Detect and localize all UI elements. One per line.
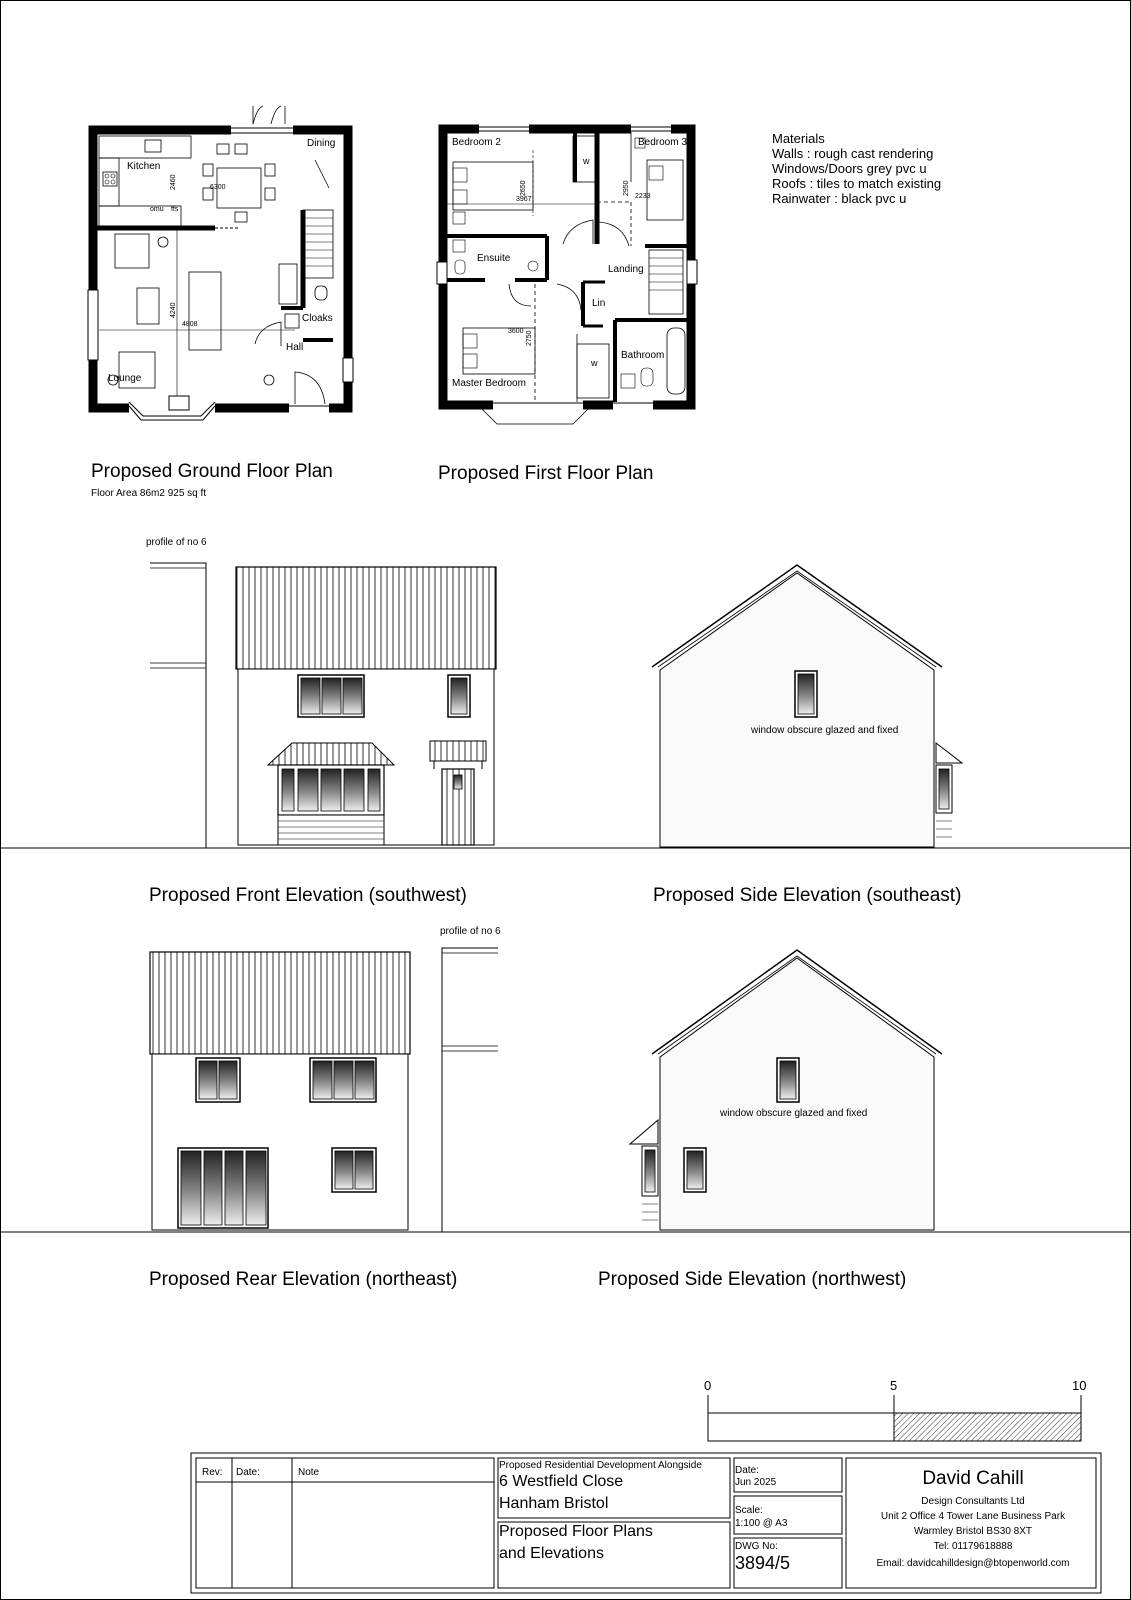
front-elevation xyxy=(0,555,1131,855)
materials-heading: Materials xyxy=(772,131,825,146)
first-floor-plan-title: Proposed First Floor Plan xyxy=(438,463,654,484)
profile-label-rear: profile of no 6 xyxy=(440,926,501,937)
company-name: David Cahill xyxy=(922,1468,1024,1489)
materials-line: Walls : rough cast rendering xyxy=(772,146,934,161)
dim-6300: 6300 xyxy=(210,184,226,191)
scale-tick-10: 10 xyxy=(1072,1378,1087,1393)
date-field-label: Date: xyxy=(735,1465,759,1476)
room-label-lounge: Lounge xyxy=(108,373,142,384)
company-telephone: Tel: 01179618888 xyxy=(933,1541,1013,1552)
company-email: Email: davidcahilldesign@btopenworld.com xyxy=(876,1558,1070,1569)
dim-2460: 2460 xyxy=(170,174,177,190)
project-address-line-2: Hanham Bristol xyxy=(499,1495,609,1512)
obscure-glazing-note-se: window obscure glazed and fixed xyxy=(751,725,899,736)
side-elevation-nw-title: Proposed Side Elevation (northwest) xyxy=(598,1269,907,1290)
company-address-line-1: Unit 2 Office 4 Tower Lane Business Park xyxy=(880,1511,1066,1522)
dwg-number-value: 3894/5 xyxy=(735,1553,791,1573)
materials-line: Roofs : tiles to match existing xyxy=(772,176,942,191)
label-wardrobe-2: w xyxy=(591,358,598,368)
rear-elevation-title: Proposed Rear Elevation (northeast) xyxy=(149,1269,458,1290)
note-header: Note xyxy=(298,1467,320,1478)
dim-3967: 3967 xyxy=(516,196,532,203)
room-label-bathroom: Bathroom xyxy=(621,350,665,361)
room-label-bedroom-2: Bedroom 2 xyxy=(452,137,501,148)
profile-label-front: profile of no 6 xyxy=(146,537,207,548)
scale-field-value: 1:100 @ A3 xyxy=(735,1518,788,1529)
label-ffs: ffs xyxy=(171,206,179,213)
materials-notes xyxy=(772,131,941,206)
dwg-number-label: DWG No: xyxy=(735,1541,778,1552)
obscure-glazing-note-nw: window obscure glazed and fixed xyxy=(720,1108,868,1119)
scale-bar xyxy=(700,1395,1100,1445)
room-label-master-bedroom: Master Bedroom xyxy=(452,378,526,389)
scale-tick-5: 5 xyxy=(890,1378,898,1393)
dim-4240: 4240 xyxy=(170,302,177,318)
ground-floor-plan xyxy=(85,100,360,435)
scale-field-label: Scale: xyxy=(735,1505,763,1516)
room-label-linen: Lin xyxy=(592,298,606,309)
room-label-kitchen: Kitchen xyxy=(127,161,161,172)
company-subtitle: Design Consultants Ltd xyxy=(921,1496,1025,1507)
rev-header: Rev: xyxy=(202,1467,223,1478)
rear-elevation xyxy=(0,940,1131,1240)
project-description: Proposed Residential Development Alongside xyxy=(499,1460,702,1471)
room-label-bedroom-3: Bedroom 3 xyxy=(638,137,687,148)
date-field-value: Jun 2025 xyxy=(735,1477,777,1488)
project-address-line-1: 6 Westfield Close xyxy=(499,1473,624,1490)
drawing-title-line-2: and Elevations xyxy=(499,1545,604,1562)
label-omu: omu xyxy=(150,206,164,213)
side-elevation-se-title: Proposed Side Elevation (southeast) xyxy=(653,885,962,906)
scale-tick-0: 0 xyxy=(704,1378,712,1393)
dim-4808: 4808 xyxy=(182,321,198,328)
dim-2650: 2650 xyxy=(520,180,527,196)
dim-2233: 2233 xyxy=(635,193,651,200)
ground-floor-plan-title: Proposed Ground Floor Plan xyxy=(91,461,333,482)
materials-line: Windows/Doors grey pvc u xyxy=(772,161,927,176)
date-header: Date: xyxy=(236,1467,260,1478)
label-wardrobe-1: w xyxy=(583,156,590,166)
floor-area-note: Floor Area 86m2 925 sq ft xyxy=(91,488,207,499)
company-address-line-2: Warmley Bristol BS30 8XT xyxy=(914,1526,1032,1537)
drawing-title-line-1: Proposed Floor Plans xyxy=(499,1523,653,1540)
dim-3600: 3600 xyxy=(508,328,524,335)
dim-2750: 2750 xyxy=(526,330,533,346)
room-label-dining: Dining xyxy=(307,138,336,149)
room-label-cloaks: Cloaks xyxy=(302,313,333,324)
room-label-hall: Hall xyxy=(286,342,304,353)
front-elevation-title: Proposed Front Elevation (southwest) xyxy=(149,885,467,906)
dim-2950: 2950 xyxy=(623,180,630,196)
materials-line: Rainwater : black pvc u xyxy=(772,191,907,206)
room-label-landing: Landing xyxy=(608,264,644,275)
room-label-ensuite: Ensuite xyxy=(477,253,511,264)
